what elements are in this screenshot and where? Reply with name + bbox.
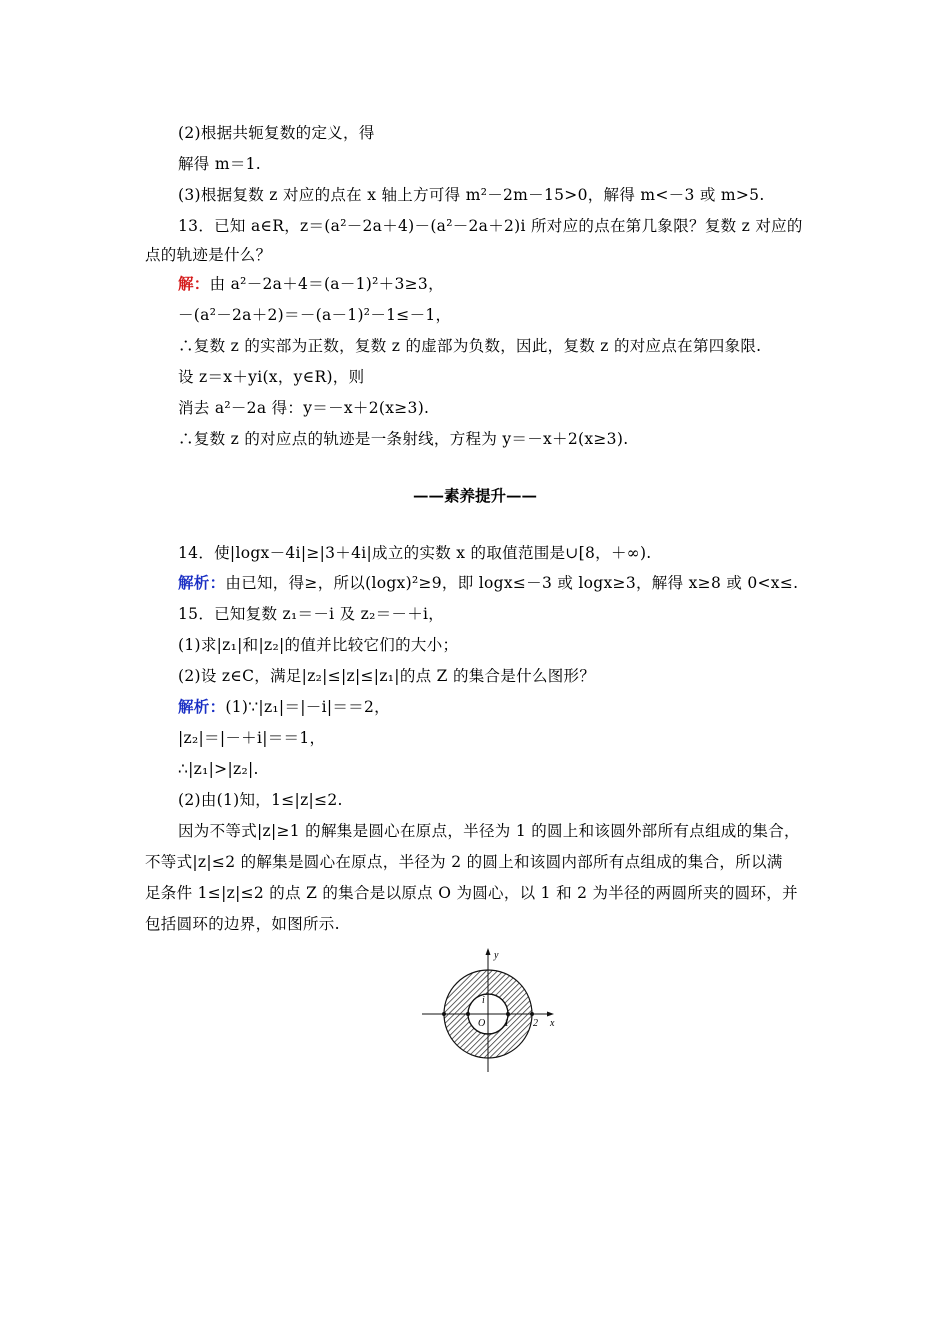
solution-text: 由 a²－2a＋4＝(a－1)²＋3≥3， xyxy=(209,275,444,293)
paragraph-line: 因为不等式|z|≥1 的解集是圆心在原点，半径为 1 的圆上和该圆外部所有点组成的集合， xyxy=(178,822,800,840)
question-13: 13．已知 a∈R，z＝(a²－2a＋4)－(a²－2a＋2)i 所对应的点在第几象限？复数 z 对应的 xyxy=(178,217,803,235)
paragraph-line: 不等式|z|≤2 的解集是圆心在原点，半径为 2 的圆上和该圆内部所有点组成的集合，所以满 xyxy=(145,853,783,871)
solution-line xyxy=(178,274,444,294)
text-line: (2)设 z∈C，满足|z₂|≤|z|≤|z₁|的点 Z 的集合是什么图形？ xyxy=(178,667,596,685)
text-line: (2)由(1)知，1≤|z|≤2. xyxy=(178,791,343,809)
text-line: ∴|z₁|>|z₂|. xyxy=(178,760,259,778)
text-line: －(a²－2a＋2)＝－(a－1)²－1≤－1， xyxy=(178,306,452,324)
y-axis-arrow xyxy=(486,948,491,955)
point-neg2 xyxy=(442,1012,446,1016)
point-neg1 xyxy=(466,1012,470,1016)
text-line: ∴复数 z 的实部为正数，复数 z 的虚部为负数，因此，复数 z 的对应点在第四象限. xyxy=(178,337,762,355)
imaginary-unit-label: i xyxy=(482,995,485,1006)
annulus-diagram xyxy=(420,946,560,1076)
y-axis-label: y xyxy=(494,950,499,961)
analysis-line xyxy=(178,697,390,717)
text-line: 点的轨迹是什么？ xyxy=(145,246,272,264)
analysis-text: (1)∵|z₁|＝|－i|＝＝2， xyxy=(225,698,390,716)
origin-label: O xyxy=(478,1018,486,1029)
solution-label: 解： xyxy=(178,274,210,293)
tick-label-1: 1 xyxy=(504,1018,509,1029)
section-title: ——素养提升—— xyxy=(412,486,537,505)
analysis-text: 由已知，得≥，所以(logx)²≥9，即 logx≤－3 或 logx≥3，解得 x≥8 或 0<x≤. xyxy=(225,574,799,592)
text-line: (1)求|z₁|和|z₂|的值并比较它们的大小； xyxy=(178,636,459,654)
analysis-line xyxy=(178,573,798,593)
annulus-figure xyxy=(420,946,560,1076)
text-line: (3)根据复数 z 对应的点在 x 轴上方可得 m²－2m－15>0，解得 m<－3 或 m>5. xyxy=(178,186,765,204)
x-axis-label: x xyxy=(550,1018,555,1029)
text-line: |z₂|＝|－＋i|＝＝1， xyxy=(178,729,326,747)
point-1 xyxy=(506,1012,510,1016)
tick-label-2: 2 xyxy=(533,1018,538,1029)
text-line: (2)根据共轭复数的定义，得 xyxy=(178,124,375,142)
paragraph-line: 足条件 1≤|z|≤2 的点 Z 的集合是以原点 O 为圆心，以 1 和 2 为半径的两圆所夹的圆环，并 xyxy=(145,884,798,902)
question-15: 15．已知复数 z₁＝－i 及 z₂＝－＋i， xyxy=(178,605,445,623)
paragraph-line: 包括圆环的边界，如图所示. xyxy=(145,915,340,933)
analysis-label: 解析： xyxy=(178,573,226,592)
point-2 xyxy=(530,1012,534,1016)
x-axis-arrow xyxy=(547,1012,554,1017)
question-14: 14．使|logx－4i|≥|3＋4i|成立的实数 x 的取值范围是∪[8，＋∞). xyxy=(178,544,652,562)
text-line: 消去 a²－2a 得：y＝－x＋2(x≥3). xyxy=(178,399,430,417)
text-line: 设 z＝x＋yi(x，y∈R)，则 xyxy=(178,368,365,386)
text-line: 解得 m＝1. xyxy=(178,155,262,173)
text-line: ∴复数 z 的对应点的轨迹是一条射线，方程为 y＝－x＋2(x≥3). xyxy=(178,430,629,448)
analysis-label: 解析： xyxy=(178,697,226,716)
